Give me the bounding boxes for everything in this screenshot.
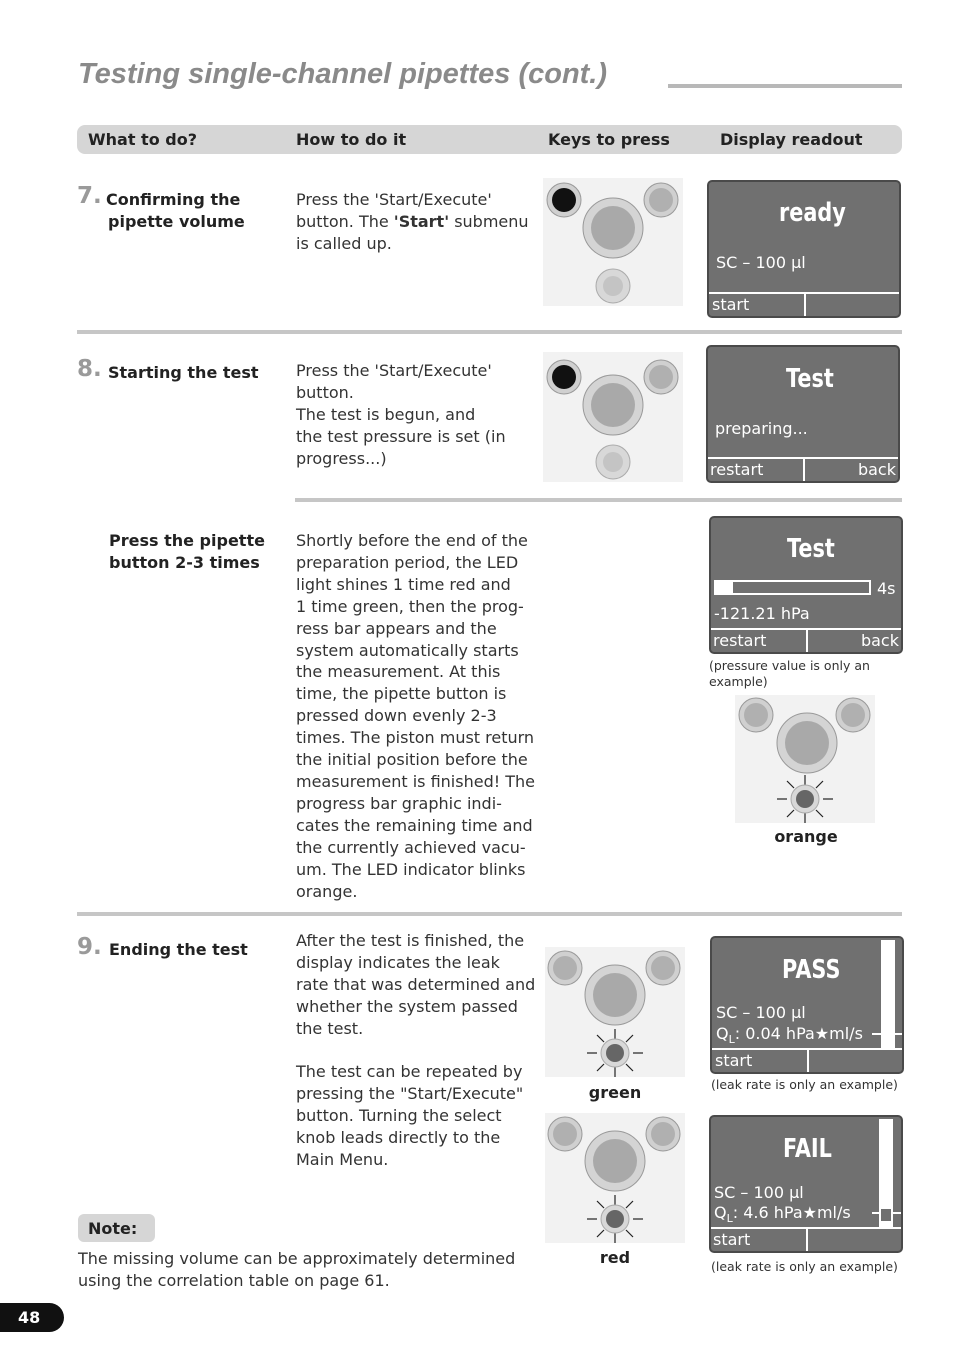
display-heading: ready [779,198,846,228]
led-label-red: red [599,1248,631,1267]
display-test-preparing [706,345,900,483]
display-line: SC – 100 µl [716,253,806,272]
select-knob-face [593,973,637,1017]
note-text: The missing volume can be approximately determined using the correlation table on page 61. [78,1249,516,1290]
progress-bar-fill [716,582,733,593]
step-9-text-a: After the test is finished, the display indicates the leak rate that was determined and whether the system passed the test. [296,931,536,1038]
page-title: Testing single-channel pipettes (cont.) [78,58,608,90]
display-heading: FAIL [783,1134,832,1164]
led-indicator-lit [606,1210,624,1228]
keypad-led-green[interactable] [545,947,685,1077]
softkey-bar [711,1227,901,1251]
display-heading: Test [786,364,834,394]
section-divider [77,330,902,334]
softkey-divider [806,1229,808,1251]
step-number: 9. [77,934,102,960]
step-title-line: Press the pipette [109,531,265,550]
text-bold: 'Start' [393,211,450,231]
q-symbol: Q [714,1203,727,1222]
sub-divider [295,498,902,502]
progress-timer: 4s [877,579,896,598]
step-8-title: Starting the test [108,363,259,382]
keypad-start-highlighted[interactable] [543,178,683,306]
step-9-heading [77,934,102,960]
softkey-right[interactable]: back [860,631,899,650]
display-fail [709,1115,903,1253]
step-title-line: button 2-3 times [109,553,260,572]
pass-caption: (leak rate is only an example) [711,1077,898,1092]
display-heading: PASS [782,955,841,985]
step-7-title [106,189,245,233]
step-8-heading [77,356,102,382]
led-label-green: green [588,1083,642,1102]
keypad-start-highlighted[interactable] [543,352,683,482]
softkey-divider [803,459,805,481]
keypad-led-orange[interactable] [735,695,875,823]
step-9-text-b: The test can be repeated by pressing the "Start/Execute" button. Turning the select knob leads directly to the Main Menu. [296,1062,524,1169]
start-execute-key-face [553,1122,577,1146]
softkey-left[interactable]: start [712,295,750,314]
text-part: submenu [449,211,529,231]
softkey-divider [807,1050,809,1072]
note-label: Note: [88,1219,138,1238]
header-display: Display readout [720,130,863,149]
leak-rate-readout [714,1203,851,1225]
softkey-left[interactable]: start [713,1230,751,1249]
select-knob-face [591,206,635,250]
text-part: Press the 'Start/Execute' button. The [296,190,492,231]
header-how: How to do it [296,130,407,149]
start-execute-key-pressed [552,188,576,212]
back-key-face [841,703,865,727]
softkey-divider [806,630,808,652]
softkey-bar [711,628,901,652]
select-knob-face [591,383,635,427]
step-title-line: pipette volume [108,212,245,231]
softkey-bar [712,1048,902,1072]
step-7-text [296,189,536,255]
led-indicator-face [603,452,623,472]
header-what: What to do? [88,130,197,149]
softkey-divider [804,294,806,316]
softkey-right[interactable]: back [857,460,896,479]
softkey-bar [709,292,899,316]
select-knob-face [785,721,829,765]
softkey-left[interactable]: restart [713,631,767,650]
display-line: SC – 100 µl [716,1003,806,1022]
softkey-left[interactable]: start [715,1051,753,1070]
q-subscript: L [726,1212,733,1226]
start-execute-key-face [553,956,577,980]
display-test-progress [709,516,903,654]
step-9-title: Ending the test [109,940,248,959]
title-rule [668,84,902,88]
led-label-orange: orange [774,827,838,846]
start-execute-key-face [744,703,768,727]
progress-bar [714,580,871,595]
leak-rate-gauge [881,940,895,1048]
step-number: 8. [77,356,102,382]
back-key-face [649,188,673,212]
start-execute-key-pressed [552,365,576,389]
pressure-caption: (pressure value is only an example) [709,658,870,689]
step-8b-title [109,530,265,574]
step-number: 7. [77,183,102,209]
back-key-face [649,365,673,389]
display-line: preparing... [715,419,808,438]
q-symbol: Q [716,1024,729,1043]
pressure-readout: -121.21 hPa [714,604,810,623]
leak-rate-limit-mark [872,1033,904,1035]
softkey-left[interactable]: restart [710,460,764,479]
led-indicator-face [603,276,623,296]
step-7-heading [77,183,102,209]
text-part: is called up. [296,233,392,253]
display-heading: Test [787,534,835,564]
back-key-face [651,1122,675,1146]
softkey-bar [708,457,898,481]
leak-rate-marker [879,1207,893,1223]
led-indicator-lit [796,790,814,808]
display-ready [707,180,901,318]
select-knob-face [593,1139,637,1183]
leak-rate-value: : 0.04 hPa★ml/s [734,1024,863,1043]
q-subscript: L [728,1033,735,1047]
leak-rate-readout [716,1024,863,1046]
step-title-line: Confirming the [106,190,241,209]
display-line: SC – 100 µl [714,1183,804,1202]
section-divider [77,912,902,916]
display-pass [710,936,904,1074]
leak-rate-value: : 4.6 hPa★ml/s [732,1203,851,1222]
page-number: 48 [18,1308,41,1327]
header-keys: Keys to press [548,130,670,149]
led-indicator-lit [606,1044,624,1062]
keypad-led-red[interactable] [545,1113,685,1243]
back-key-face [651,956,675,980]
fail-caption: (leak rate is only an example) [711,1259,898,1274]
step-8-text: Press the 'Start/Execute' button. The test is begun, and the test pressure is set (in progress...) [296,361,506,468]
step-8b-text: Shortly before the end of the preparation period, the LED light shines 1 time red and 1 time green, then the prog- ress bar appears and the system automatically starts the measurement. At this time, the pipette button is pressed down evenly 2-3 times. The piston must return the initial position before the measurement is finished! The progress bar graphic indi- cates the remaining time and the currently achieved vacu- um. The LED indicator blinks orange. [296,531,535,901]
